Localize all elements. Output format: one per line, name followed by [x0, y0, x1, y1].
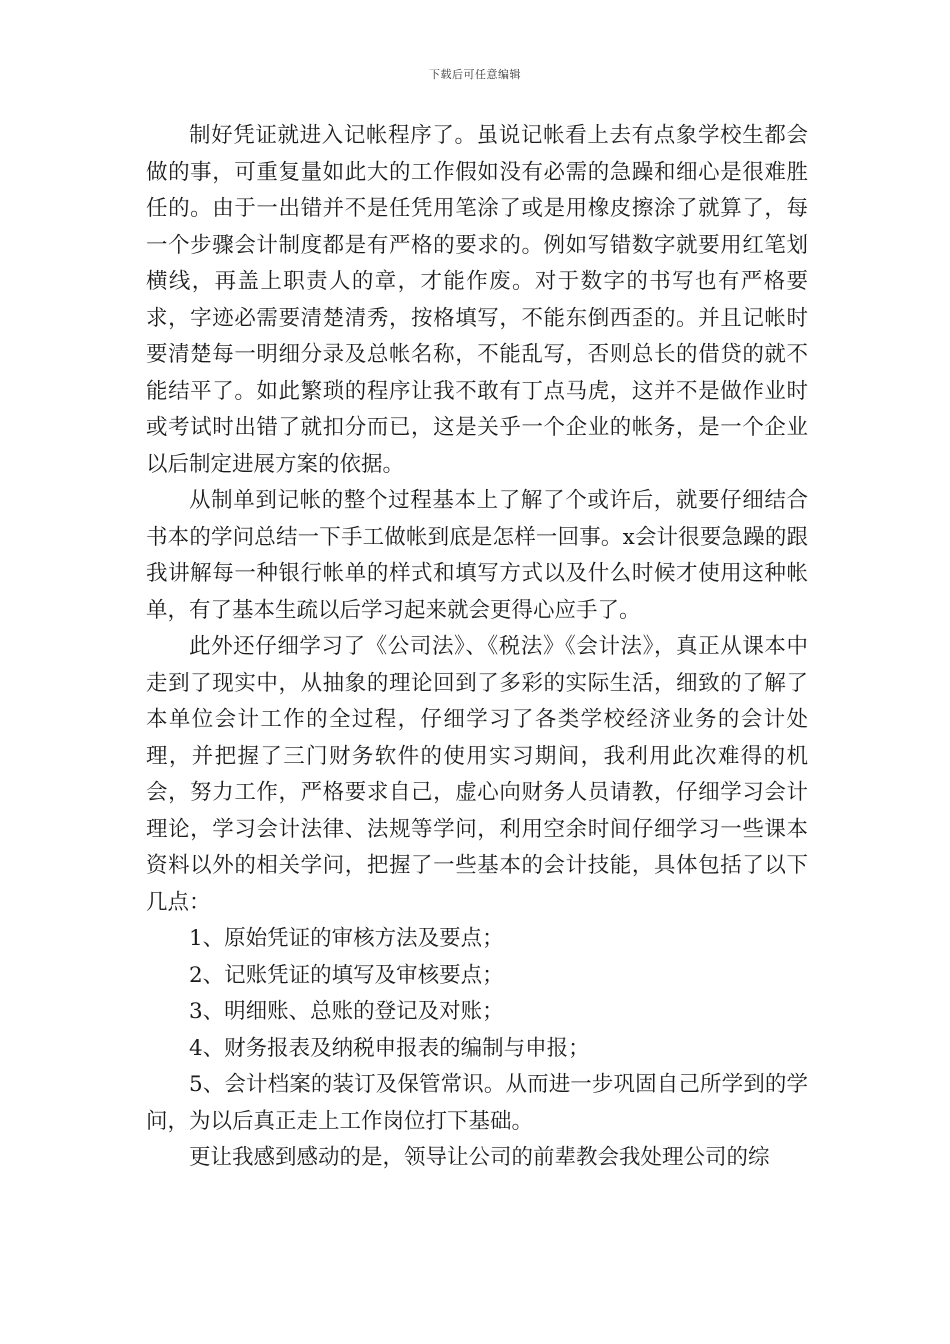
- list-item: 1、原始凭证的审核方法及要点；: [189, 926, 504, 951]
- list-item: 4、财务报表及纳税申报表的编制与申报；: [189, 1035, 590, 1061]
- document-body: [146, 118, 808, 1177]
- paragraph: 更让我感到感动的是，领导让公司的前辈教会我处理公司的综: [189, 1145, 770, 1170]
- list-item: 5、会计档案的装订及保管常识。从而进一步巩固自己所学到的学问，为以后真正走上工作岗位打下基础。: [146, 1072, 808, 1134]
- list-item: 3、明细账、总账的登记及对账；: [189, 999, 504, 1024]
- page-header: 下载后可任意编辑: [429, 68, 521, 81]
- paragraph: 从制单到记帐的整个过程基本上了解了个或许后，就要仔细结合书本的学问总结一下手工做帐到底是怎样一回事。x会计很要急躁的跟我讲解每一种银行帐单的样式和填写方式以及什么时候才使用这种帐单，有了基本生疏以后学习起来就会更得心应手了。: [146, 488, 808, 623]
- paragraph: 此外还仔细学习了《公司法》、《税法》《会计法》，真正从课本中走到了现实中，从抽象的理论回到了多彩的实际生活，细致的了解了本单位会计工作的全过程，仔细学习了各类学校经济业务的会计处理，并把握了三门财务软件的使用实习期间，我利用此次难得的机会，努力工作，严格要求自己，虚心向财务人员请教，仔细学习会计理论，学习会计法律、法规等学问，利用空余时间仔细学习一些课本资料以外的相关学问，把握了一些基本的会计技能，具体包括了以下几点：: [146, 634, 808, 915]
- paragraph: 制好凭证就进入记帐程序了。虽说记帐看上去有点象学校生都会做的事，可重复量如此大的工作假如没有必需的急躁和细心是很难胜任的。由于一出错并不是任凭用笔涂了或是用橡皮擦涂了就算了，每一个步骤会计制度都是有严格的要求的。例如写错数字就要用红笔划横线，再盖上职责人的章，才能作废。对于数字的书写也有严格要求，字迹必需要清楚清秀，按格填写，不能东倒西歪的。并且记帐时要清楚每一明细分录及总帐名称，不能乱写，否则总长的借贷的就不能结平了。如此繁琐的程序让我不敢有丁点马虎，这并不是做作业时或考试时出错了就扣分而已，这是关乎一个企业的帐务，是一个企业以后制定进展方案的依据。: [146, 123, 808, 477]
- list-item: 2、记账凭证的填写及审核要点；: [189, 962, 504, 988]
